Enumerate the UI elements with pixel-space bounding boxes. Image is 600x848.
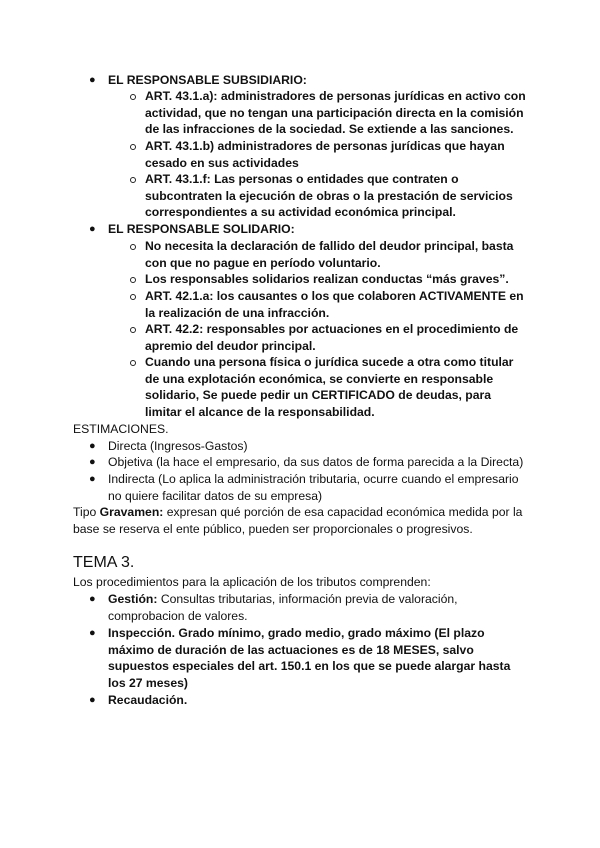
paragraph-gravamen: Tipo Gravamen: expresan qué porción de esa capacidad económica medida por la base se reserva el ente público, pueden ser proporcionales o progresivos. xyxy=(73,505,523,536)
list-item: Recaudación. xyxy=(108,693,188,707)
list-item: No necesita la declaración de fallido del deudor principal, basta con que no pague en período voluntario. xyxy=(145,239,514,270)
list-item: Cuando una persona física o jurídica sucede a otra como titular de una explotación económica, se convierte en responsable solidario, Se puede pedir un CERTIFICADO de deudas, para limitar el alcance de la responsabilidad. xyxy=(145,355,514,419)
list-item: ART. 42.1.a: los causantes o los que colaboren ACTIVAMENTE en la realización de una infracción. xyxy=(145,289,524,320)
bullet-dot: ● xyxy=(89,694,96,706)
list-item: Inspección. Grado mínimo, grado medio, grado máximo (El plazo máximo de duración de las actuaciones es de 18 MESES, salvo supuestos especiales del art. 150.1 en los que se puede alargar hasta los 27 meses) xyxy=(108,626,511,690)
bullet-dot: ● xyxy=(89,593,96,605)
bullet-circle xyxy=(130,244,136,250)
list-item: ART. 42.2: responsables por actuaciones en el procedimiento de apremio del deudor principal. xyxy=(145,322,519,353)
heading-solidario: EL RESPONSABLE SOLIDARIO: xyxy=(108,222,295,236)
bullet-dot: ● xyxy=(89,456,96,468)
bullet-circle xyxy=(130,360,136,366)
bullet-dot: ● xyxy=(89,473,96,485)
list-item: Gestión: Consultas tributarias, información previa de valoración, comprobacion de valores. xyxy=(108,592,458,623)
list-item: Los responsables solidarios realizan conductas “más graves”. xyxy=(145,272,509,286)
bullet-dot: ● xyxy=(89,74,96,86)
heading-estimaciones: ESTIMACIONES. xyxy=(73,422,169,436)
bullet-dot: ● xyxy=(89,223,96,235)
list-item: Objetiva (la hace el empresario, da sus datos de forma parecida a la Directa) xyxy=(108,455,524,469)
list-item: ART. 43.1.b) administradores de personas jurídicas que hayan cesado en sus actividades xyxy=(145,139,505,170)
intro-paragraph: Los procedimientos para la aplicación de los tributos comprenden: xyxy=(73,575,431,589)
bullet-circle xyxy=(130,327,136,333)
section-title: TEMA 3. xyxy=(73,554,135,571)
bullet-circle xyxy=(130,177,136,183)
list-item: Indirecta (Lo aplica la administración tributaria, ocurre cuando el empresario no quiere facilitar datos de su empresa) xyxy=(108,472,519,503)
list-item: ART. 43.1.a): administradores de personas jurídicas en activo con actividad, que no tengan una participación directa en la comisión de las infracciones de la sociedad. Se extiende a las sanciones. xyxy=(145,89,526,137)
bullet-dot: ● xyxy=(89,627,96,639)
bullet-circle xyxy=(130,144,136,150)
bullet-circle xyxy=(130,94,136,100)
bullet-dot: ● xyxy=(89,440,96,452)
bullet-circle xyxy=(130,294,136,300)
list-item: Directa (Ingresos-Gastos) xyxy=(108,439,248,453)
bullet-circle xyxy=(130,277,136,283)
heading-subsidiario: EL RESPONSABLE SUBSIDIARIO: xyxy=(108,73,307,87)
list-item: ART. 43.1.f: Las personas o entidades que contraten o subcontraten la ejecución de obras o la prestación de servicios correspondientes a su actividad económica principal. xyxy=(145,172,513,220)
